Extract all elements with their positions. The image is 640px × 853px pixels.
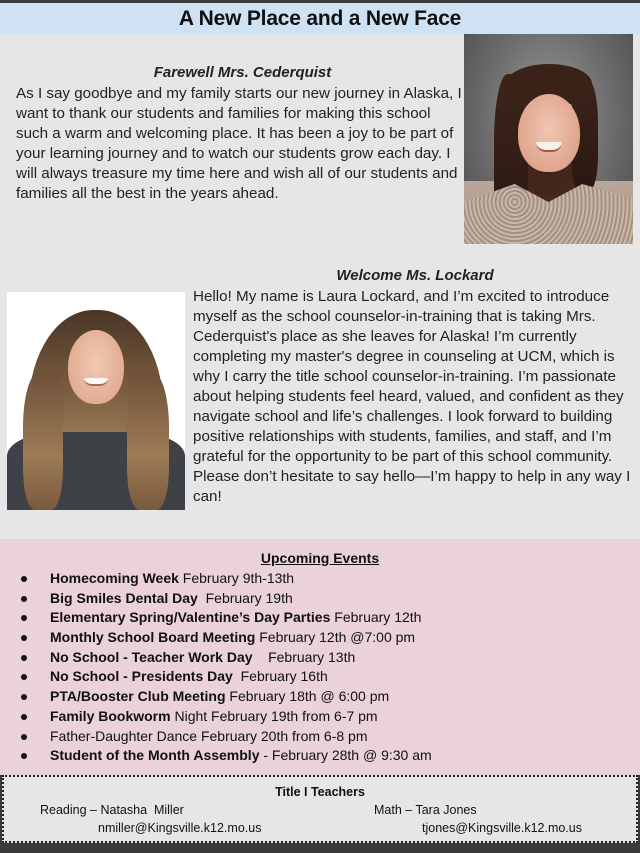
- event-detail: February 16th: [232, 668, 328, 685]
- footer-heading: Title I Teachers: [275, 785, 365, 799]
- farewell-message: As I say goodbye and my family starts our new journey in Alaska, I want to thank our students and families for making this school such a warm and welcoming place. It has been a joy to be part of your learning journey and to watch our students grow each day. I will always treasure my time here and wish all of our students and families all the best in the years ahead.: [16, 85, 462, 202]
- page-title: A New Place and a New Face: [178, 6, 462, 30]
- math-teacher-email[interactable]: tjones@Kingsville.k12.mo.us: [422, 821, 582, 835]
- staff-news-section: [0, 34, 640, 539]
- bottom-frame-bar: [0, 845, 640, 853]
- event-item: [0, 569, 640, 589]
- event-name: Student of the Month Assembly: [50, 747, 260, 764]
- event-detail: February 13th: [252, 648, 356, 665]
- bullet-icon: [21, 674, 27, 680]
- newsletter-header: [0, 3, 640, 34]
- event-detail: Night February 19th from 6-7 pm: [170, 707, 378, 724]
- event-detail: February 9th-13th: [178, 570, 295, 586]
- bullet-icon: [21, 714, 27, 720]
- event-item: [0, 589, 640, 609]
- event-item: [0, 707, 640, 727]
- event-detail: February 12th: [330, 609, 422, 626]
- bullet-icon: [21, 576, 27, 582]
- event-item: [0, 687, 640, 707]
- lockard-photo: [7, 292, 185, 510]
- farewell-heading: Farewell Mrs. Cederquist: [153, 64, 332, 81]
- welcome-message: Hello! My name is Laura Lockard, and I’m excited to introduce myself as the school counselor-in-training that is taking Mrs. Cederquist's place as she leaves for Alaska! I’m currently completing my master's degree in counseling at UCM, which is why I carry the title school counselor-in-training. I’m passionate about helping students feel heard, valued, and confident as they navigate school and life’s challenges. I look forward to building positive relationships with students, families, and staff, and I’m grateful for the opportunity to be part of this school community. Please don’t hesitate to say hello—I’m happy to help in any way I can!: [193, 288, 631, 505]
- event-item: [0, 608, 640, 628]
- events-list: [0, 569, 640, 766]
- cederquist-photo: [464, 34, 633, 244]
- photo-detail: [127, 372, 169, 510]
- event-detail: February 19th: [197, 589, 293, 606]
- math-teacher: Math – Tara Jones: [374, 803, 477, 817]
- event-item: [0, 667, 640, 687]
- event-name: No School - Teacher Work Day: [50, 648, 253, 665]
- photo-detail: [518, 94, 580, 172]
- bullet-icon: [21, 753, 27, 759]
- bullet-icon: [21, 655, 27, 661]
- event-name: PTA/Booster Club Meeting: [50, 688, 226, 705]
- bullet-icon: [21, 596, 27, 602]
- event-detail: - February 28th @ 9:30 am: [259, 747, 432, 764]
- photo-detail: [464, 184, 633, 244]
- event-detail: February 12th @7:00 pm: [255, 629, 416, 646]
- upcoming-events-section: [0, 539, 640, 772]
- photo-detail: [23, 372, 63, 510]
- event-name: Big Smiles Dental Day: [50, 589, 198, 606]
- photo-detail: [68, 330, 124, 404]
- event-detail: Father-Daughter Dance February 20th from 6-8 pm: [50, 727, 368, 744]
- reading-teacher: Reading – Natasha Miller: [40, 803, 184, 817]
- event-item: [0, 648, 640, 668]
- reading-teacher-email[interactable]: nmiller@Kingsville.k12.mo.us: [98, 821, 262, 835]
- event-item: [0, 628, 640, 648]
- event-name: Family Bookworm: [50, 707, 171, 724]
- event-name: No School - Presidents Day: [50, 668, 233, 685]
- event-name: Elementary Spring/Valentine’s Day Parties: [50, 609, 331, 626]
- event-name: Monthly School Board Meeting: [50, 629, 256, 646]
- bullet-icon: [21, 694, 27, 700]
- bullet-icon: [21, 734, 27, 740]
- bullet-icon: [21, 615, 27, 621]
- bullet-icon: [21, 635, 27, 641]
- title-one-teachers-box: [2, 775, 638, 843]
- events-heading: Upcoming Events: [260, 550, 380, 566]
- event-item: [0, 746, 640, 766]
- event-detail: February 18th @ 6:00 pm: [225, 688, 390, 705]
- event-item: [0, 727, 640, 747]
- welcome-heading: Welcome Ms. Lockard: [336, 267, 494, 284]
- event-name: Homecoming Week: [50, 570, 179, 586]
